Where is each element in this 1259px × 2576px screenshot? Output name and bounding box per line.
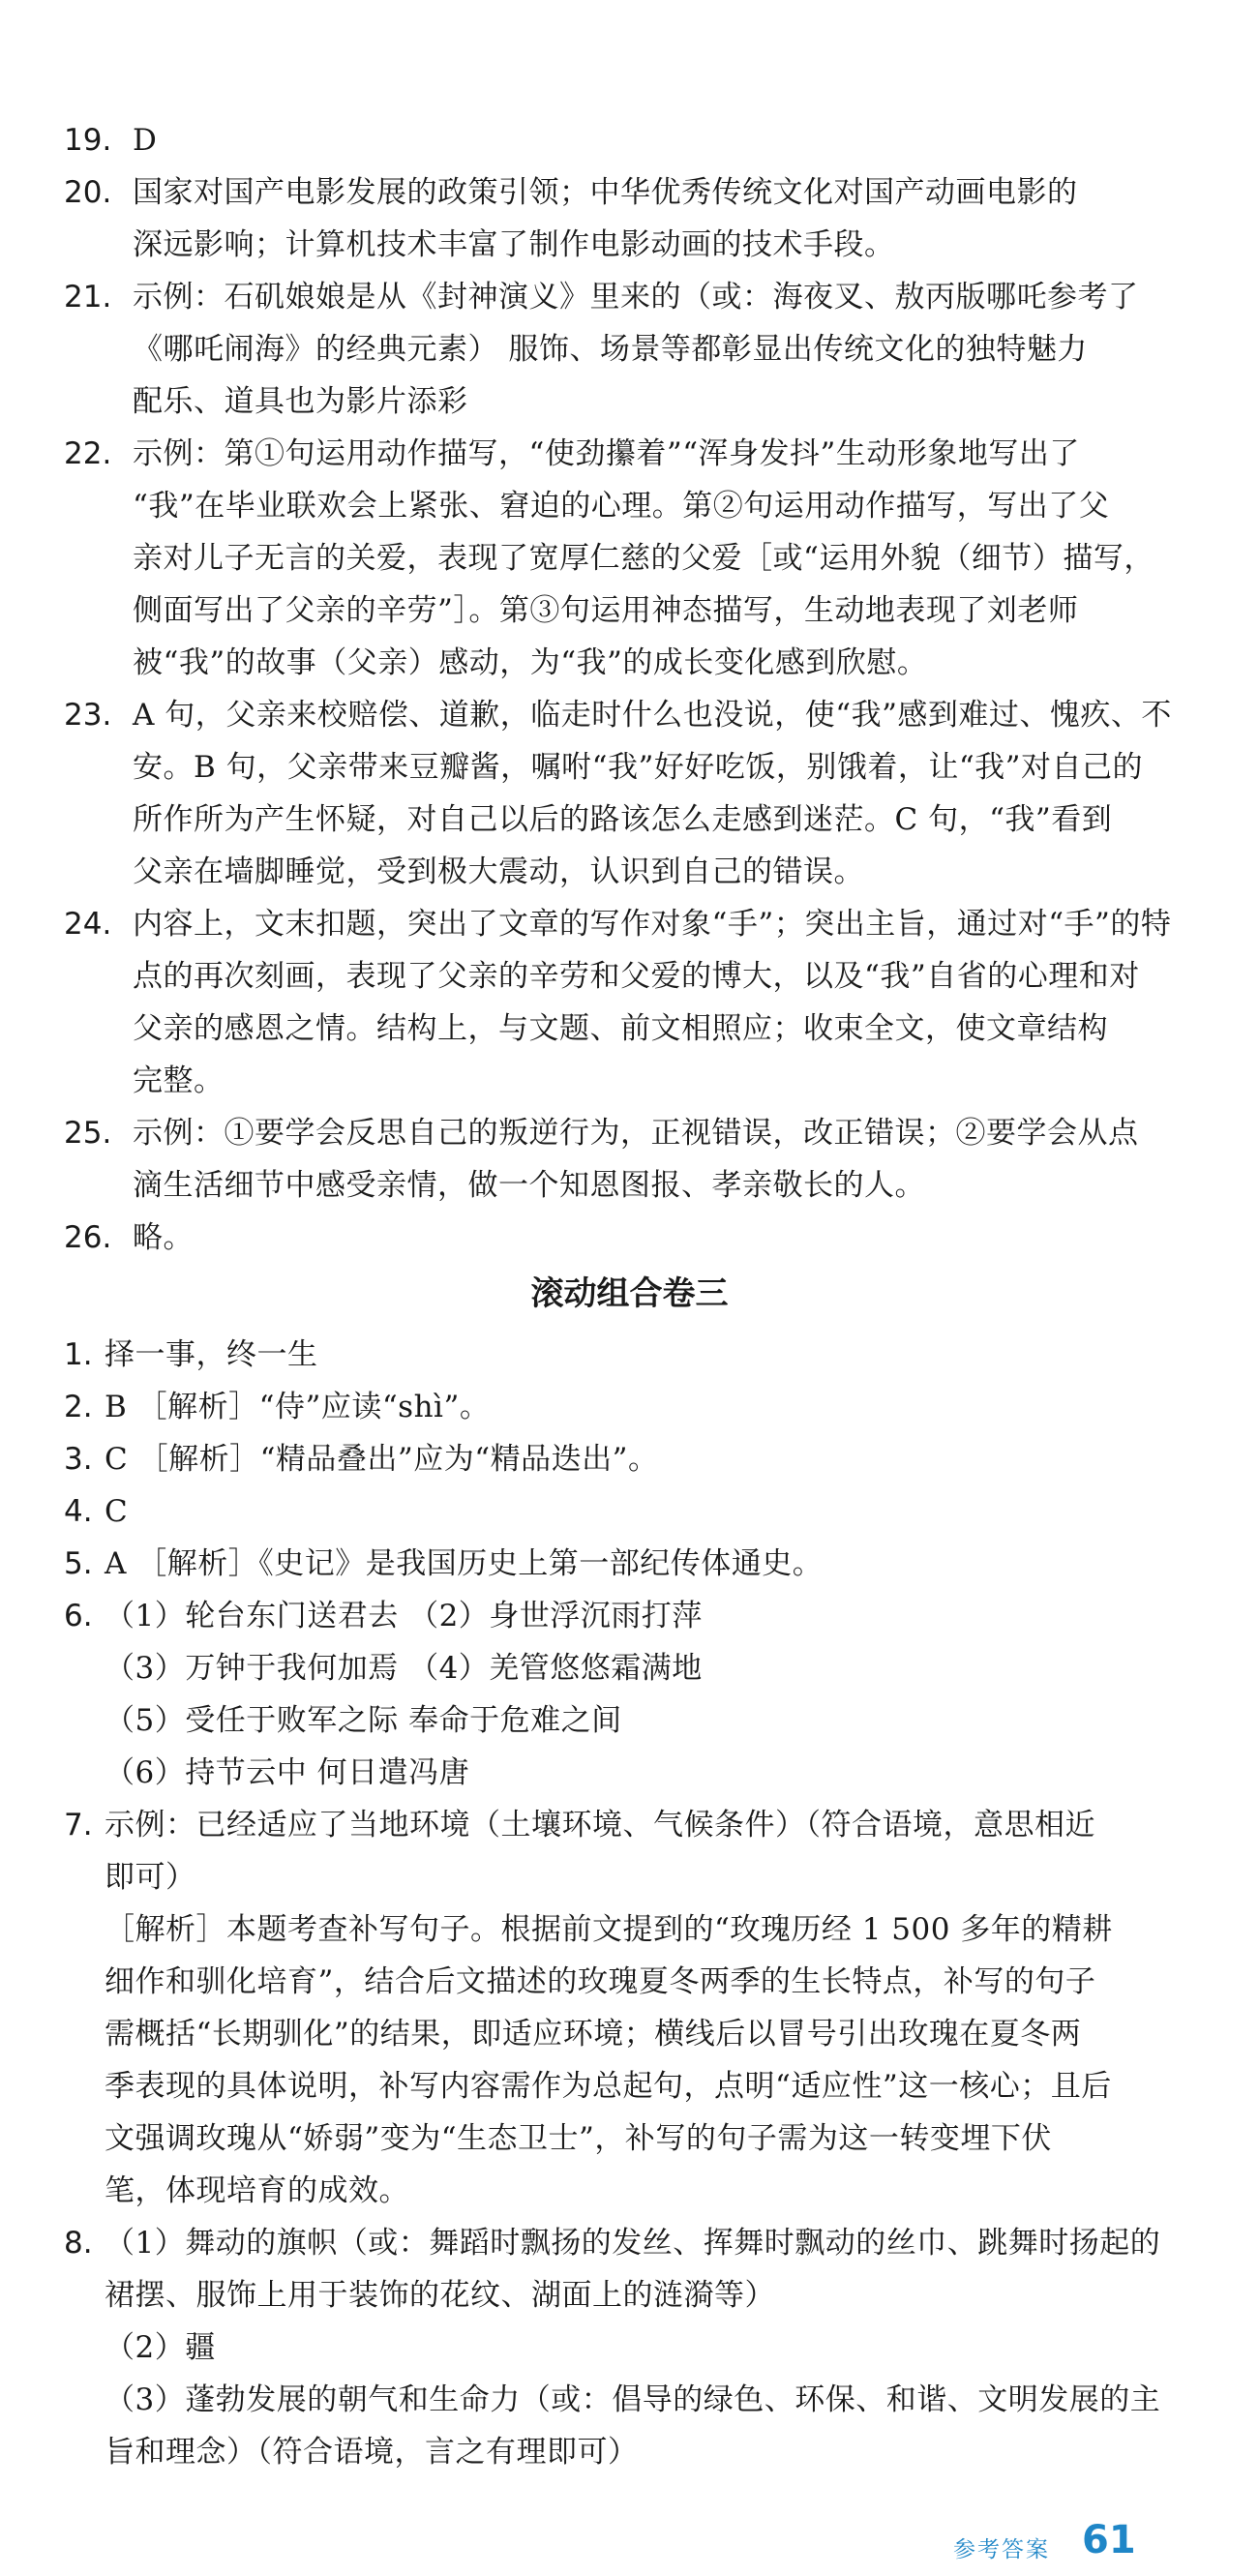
answer-number: 1.	[64, 1337, 93, 1372]
answer-number: 19.	[64, 123, 112, 158]
answer-line: 被“我”的故事（父亲）感动，为“我”的成长变化感到欣慰。	[133, 645, 928, 680]
answer-line: （6）持节云中 何日遣冯唐	[105, 1755, 470, 1790]
answer-line: 侧面写出了父亲的辛劳”］。第③句运用神态描写，生动地表现了刘老师	[133, 593, 1079, 628]
answer-line: 文强调玫瑰从“娇弱”变为“生态卫士”，补写的句子需为这一转变埋下伏	[105, 2121, 1052, 2156]
answer-number: 7.	[64, 1808, 93, 1842]
answer-line: （3）蓬勃发展的朝气和生命力（或：倡导的绿色、环保、和谐、文明发展的主	[105, 2382, 1161, 2417]
answer-line: ［解析］本题考查补写句子。根据前文提到的“玫瑰历经 1 500 多年的精耕	[105, 1912, 1113, 1947]
answer-line: （1）轮台东门送君去 （2）身世浮沉雨打萍	[105, 1599, 703, 1633]
answer-number: 4.	[64, 1494, 93, 1529]
answer-number: 3.	[64, 1442, 93, 1477]
answer-number: 5.	[64, 1546, 93, 1581]
answer-number: 6.	[64, 1599, 93, 1633]
answer-line: 国家对国产电影发展的政策引领；中华优秀传统文化对国产动画电影的	[133, 175, 1078, 210]
answer-line: B ［解析］“侍”应读“shì”。	[105, 1390, 491, 1424]
answer-line: 示例：①要学会反思自己的叛逆行为，正视错误，改正错误；②要学会从点	[133, 1116, 1139, 1151]
answer-line: 示例：石矶娘娘是从《封神演义》里来的（或：海夜叉、敖丙版哪吒参考了	[133, 280, 1139, 315]
answer-line: 裙摆、服饰上用于装饰的花纹、湖面上的涟漪等）	[105, 2278, 775, 2313]
answer-line: 安。B 句，父亲带来豆瓣酱，嘱咐“我”好好吃饭，别饿着，让“我”对自己的	[133, 750, 1144, 785]
section-title: 滚动组合卷三	[530, 1274, 729, 1313]
answer-line: 细作和驯化培育”，结合后文描述的玫瑰夏冬两季的生长特点，补写的句子	[105, 1964, 1096, 1999]
answer-line: 笔，体现培育的成效。	[105, 2173, 409, 2208]
answer-line: （5）受任于败军之际 奉命于危难之间	[105, 1703, 622, 1738]
answer-line: A 句，父亲来校赔偿、道歉，临走时什么也没说，使“我”感到难过、愧疚、不	[133, 698, 1172, 733]
page-number: 61	[1082, 2518, 1136, 2562]
answer-line: “我”在毕业联欢会上紧张、窘迫的心理。第②句运用动作描写，写出了父	[133, 489, 1110, 524]
answer-number: 22.	[64, 436, 112, 471]
answer-line: 所作所为产生怀疑，对自己以后的路该怎么走感到迷茫。C 句，“我”看到	[133, 802, 1113, 837]
answer-line: 滴生活细节中感受亲情，做一个知恩图报、孝亲敬长的人。	[133, 1168, 925, 1203]
answer-line: 示例：第①句运用动作描写，“使劲攥着”“浑身发抖”生动形象地写出了	[133, 436, 1080, 471]
answer-line: 略。	[133, 1220, 194, 1255]
answer-number: 21.	[64, 280, 112, 315]
answer-number: 25.	[64, 1116, 112, 1151]
answer-line: 完整。	[133, 1063, 225, 1098]
answer-line: 亲对儿子无言的关爱，表现了宽厚仁慈的父爱［或“运用外貌（细节）描写，	[133, 541, 1154, 576]
answer-line: C ［解析］“精品叠出”应为“精品迭出”。	[105, 1442, 659, 1477]
answer-line: 父亲的感恩之情。结构上，与文题、前文相照应；收束全文，使文章结构	[133, 1011, 1108, 1046]
answer-line: 《哪吒闹海》的经典元素） 服饰、场景等都彰显出传统文化的独特魅力	[133, 332, 1088, 367]
answer-line: 即可）	[105, 1860, 196, 1895]
answer-number: 8.	[64, 2226, 93, 2261]
answer-line: 内容上，文末扣题，突出了文章的写作对象“手”；突出主旨，通过对“手”的特	[133, 907, 1172, 942]
answer-number: 23.	[64, 698, 112, 733]
answer-number: 24.	[64, 907, 112, 942]
answer-line: A ［解析］《史记》是我国历史上第一部纪传体通史。	[105, 1546, 824, 1581]
answer-line: D	[133, 123, 158, 158]
answer-line: 需概括“长期驯化”的结果，即适应环境；横线后以冒号引出玫瑰在夏冬两	[105, 2017, 1082, 2052]
answer-line: 示例：已经适应了当地环境（土壤环境、气候条件）（符合语境，意思相近	[105, 1808, 1095, 1842]
answer-line: 父亲在墙脚睡觉，受到极大震动，认识到自己的错误。	[133, 854, 864, 889]
answer-line: 深远影响；计算机技术丰富了制作电影动画的技术手段。	[133, 227, 895, 262]
answer-line: （1）舞动的旗帜（或：舞蹈时飘扬的发丝、挥舞时飘动的丝巾、跳舞时扬起的	[105, 2226, 1161, 2261]
answer-line: 配乐、道具也为影片添彩	[133, 384, 468, 419]
answer-line: 旨和理念）（符合语境，言之有理即可）	[105, 2435, 639, 2470]
answer-line: 择一事，终一生	[105, 1337, 318, 1372]
answer-line: （2）疆	[105, 2330, 216, 2365]
footer-label: 参考答案	[953, 2537, 1050, 2562]
answer-line: 季表现的具体说明，补写内容需作为总起句，点明“适应性”这一核心；且后	[105, 2069, 1112, 2104]
answer-number: 20.	[64, 175, 112, 210]
answer-line: （3）万钟于我何加焉 （4）羌管悠悠霜满地	[105, 1651, 703, 1686]
answer-line: C	[105, 1494, 129, 1529]
answer-line: 点的再次刻画，表现了父亲的辛劳和父爱的博大，以及“我”自省的心理和对	[133, 959, 1140, 994]
answer-number: 26.	[64, 1220, 112, 1255]
answer-number: 2.	[64, 1390, 93, 1424]
